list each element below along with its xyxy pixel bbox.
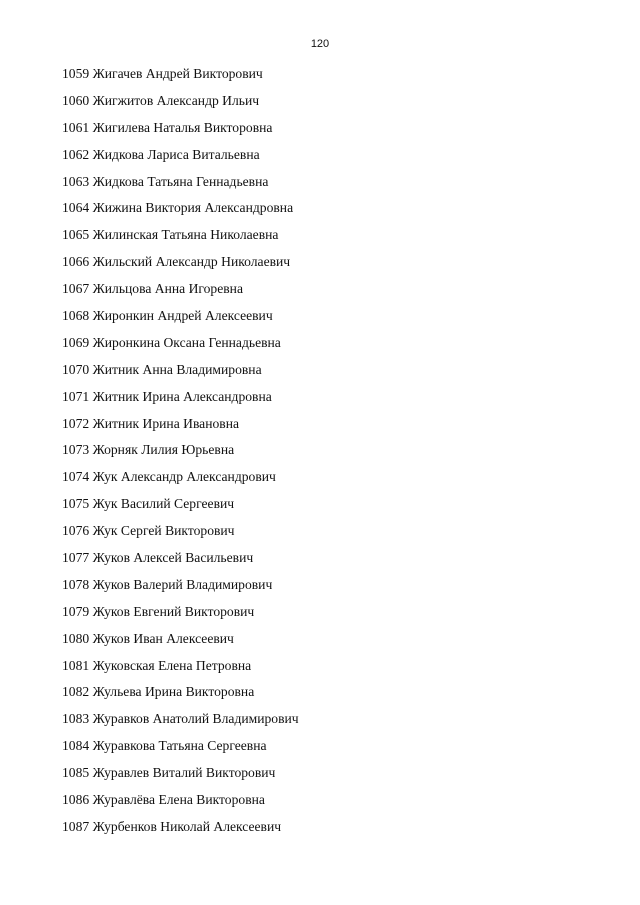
- list-item: 1086 Журавлёва Елена Викторовна: [62, 792, 265, 808]
- list-item: 1079 Жуков Евгений Викторович: [62, 603, 255, 619]
- list-item: 1085 Журавлев Виталий Викторович: [62, 765, 276, 781]
- list-item: 1059 Жигачев Андрей Викторович: [62, 66, 263, 81]
- list-item: 1076 Жук Сергей Викторович: [62, 523, 235, 539]
- list-item: 1082 Жульева Ирина Викторовна: [62, 684, 255, 700]
- list-item: 1060 Жигжитов Александр Ильич: [62, 92, 260, 108]
- list-item: 1069 Жиронкина Оксана Геннадьевна: [62, 334, 281, 350]
- list-item: 1083 Журавков Анатолий Владимирович: [62, 711, 299, 727]
- list-item: 1062 Жидкова Лариса Витальевна: [62, 146, 260, 162]
- page-number: 120: [310, 38, 330, 50]
- list-item: 1063 Жидкова Татьяна Геннадьевна: [62, 173, 269, 189]
- list-item: 1070 Житник Анна Владимировна: [62, 361, 262, 377]
- list-item: 1061 Жигилева Наталья Викторовна: [62, 119, 273, 135]
- list-item: 1071 Житник Ирина Александровна: [62, 388, 272, 404]
- list-item: 1073 Жорняк Лилия Юрьевна: [62, 442, 235, 458]
- list-item: 1064 Жижина Виктория Александровна: [62, 200, 294, 216]
- list-item: 1065 Жилинская Татьяна Николаевна: [62, 227, 279, 243]
- list-item: 1068 Жиронкин Андрей Алексеевич: [62, 308, 273, 324]
- list-item: 1066 Жильский Александр Николаевич: [62, 254, 291, 270]
- list-item: 1077 Жуков Алексей Васильевич: [62, 550, 254, 566]
- list-item: 1075 Жук Василий Сергеевич: [62, 496, 235, 512]
- list-item: 1081 Жуковская Елена Петровна: [62, 657, 252, 673]
- list-item: 1087 Журбенков Николай Алексеевич: [62, 818, 282, 834]
- list-item: 1084 Журавкова Татьяна Сергеевна: [62, 738, 267, 754]
- list-item: 1080 Жуков Иван Алексеевич: [62, 630, 234, 646]
- list-item: 1067 Жильцова Анна Игоревна: [62, 281, 243, 297]
- list-item: 1074 Жук Александр Александрович: [62, 469, 276, 485]
- name-list: [62, 64, 299, 844]
- list-item: 1072 Житник Ирина Ивановна: [62, 415, 240, 431]
- list-item: 1078 Жуков Валерий Владимирович: [62, 576, 273, 592]
